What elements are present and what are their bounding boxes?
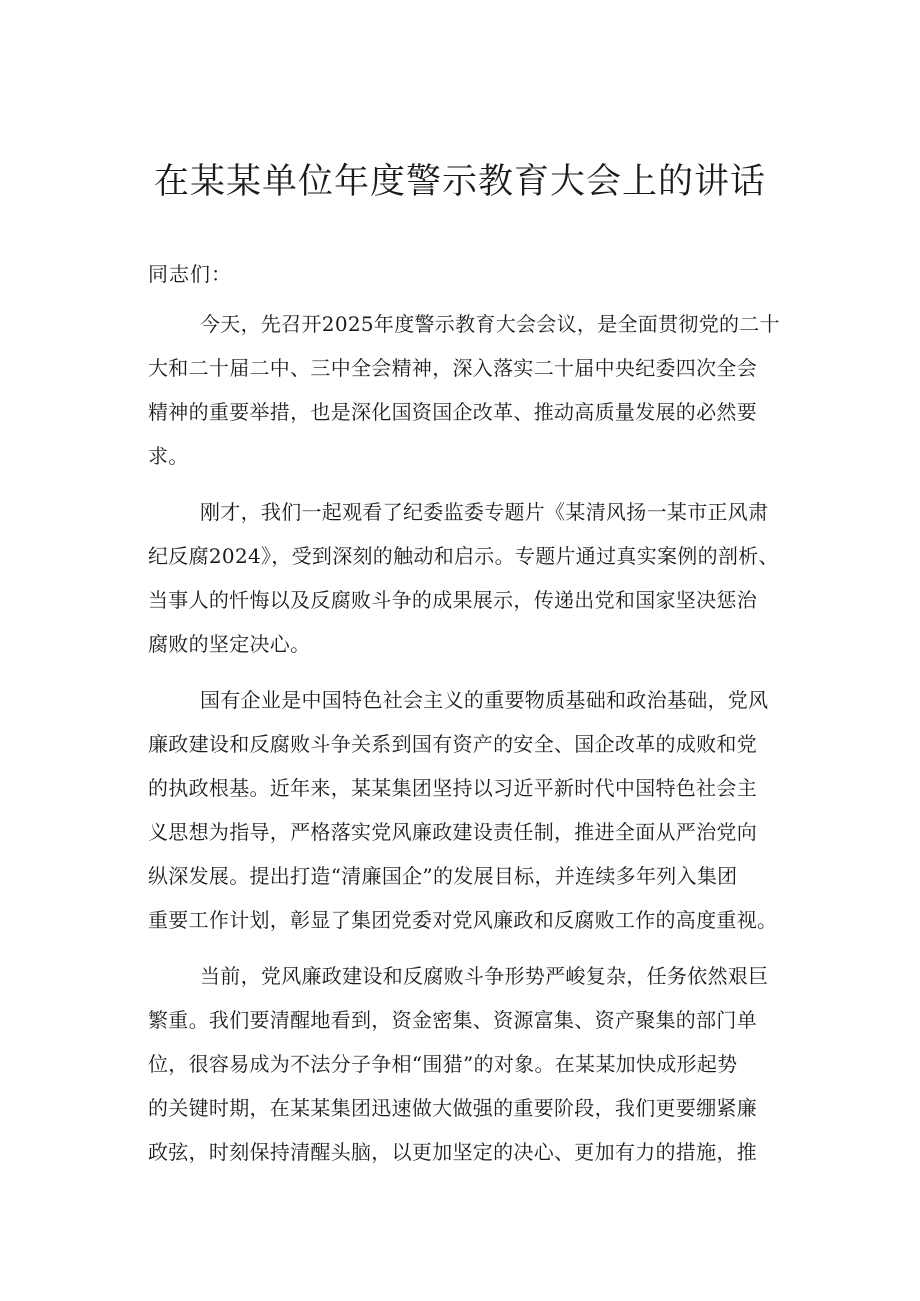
salutation: 同志们：: [148, 262, 232, 286]
paragraph-line: 纵深发展。提出打造“清廉国企”的发展目标，并连续多年列入集团: [148, 864, 738, 888]
paragraph-line: 当事人的忏悔以及反腐败斗争的成果展示，传递出党和国家坚决惩治: [148, 588, 757, 612]
paragraph-line: 今天，先召开2025年度警示教育大会会议，是全面贯彻党的二十: [200, 312, 780, 336]
paragraph-line: 当前，党风廉政建设和反腐败斗争形势严峻复杂，任务依然艰巨: [200, 964, 769, 988]
document-title: 在某某单位年度警示教育大会上的讲话: [153, 162, 766, 202]
document-body: [148, 258, 808, 1174]
paragraph-3: [148, 678, 808, 942]
paragraph-line: 腐败的坚定决心。: [148, 632, 311, 656]
paragraph-line: 廉政建设和反腐败斗争关系到国有资产的安全、国企改革的成败和党: [148, 732, 757, 756]
paragraph-line: 位，很容易成为不法分子争相“围猎”的对象。在某某加快成形起势: [148, 1052, 738, 1076]
paragraph-4: [148, 954, 808, 1174]
paragraph-line: 的关键时期，在某某集团迅速做大做强的重要阶段，我们更要绷紧廉: [148, 1096, 757, 1120]
paragraph-line: 繁重。我们要清醒地看到，资金密集、资源富集、资产聚集的部门单: [148, 1008, 757, 1032]
paragraph-line: 的执政根基。近年来，某某集团坚持以习近平新时代中国特色社会主: [148, 776, 757, 800]
paragraph-2: [148, 490, 808, 666]
paragraph-line: 政弦，时刻保持清醒头脑，以更加坚定的决心、更加有力的措施，推: [148, 1140, 757, 1164]
paragraph-line: 刚才，我们一起观看了纪委监委专题片《某清风扬一某市正风肃: [200, 500, 769, 524]
paragraph-1: [148, 302, 808, 478]
paragraph-line: 大和二十届二中、三中全会精神，深入落实二十届中央纪委四次全会: [148, 356, 757, 380]
paragraph-line: 国有企业是中国特色社会主义的重要物质基础和政治基础，党风: [200, 688, 769, 712]
paragraph-line: 重要工作计划，彰显了集团党委对党风廉政和反腐败工作的高度重视。: [148, 908, 778, 932]
paragraph-line: 精神的重要举措，也是深化国资国企改革、推动高质量发展的必然要: [148, 400, 757, 424]
paragraph-line: 求。: [148, 444, 189, 468]
paragraph-line: 义思想为指导，严格落实党风廉政建设责任制，推进全面从严治党向: [148, 820, 757, 844]
paragraph-line: 纪反腐2024》，受到深刻的触动和启示。专题片通过真实案例的剖析、: [148, 544, 779, 568]
